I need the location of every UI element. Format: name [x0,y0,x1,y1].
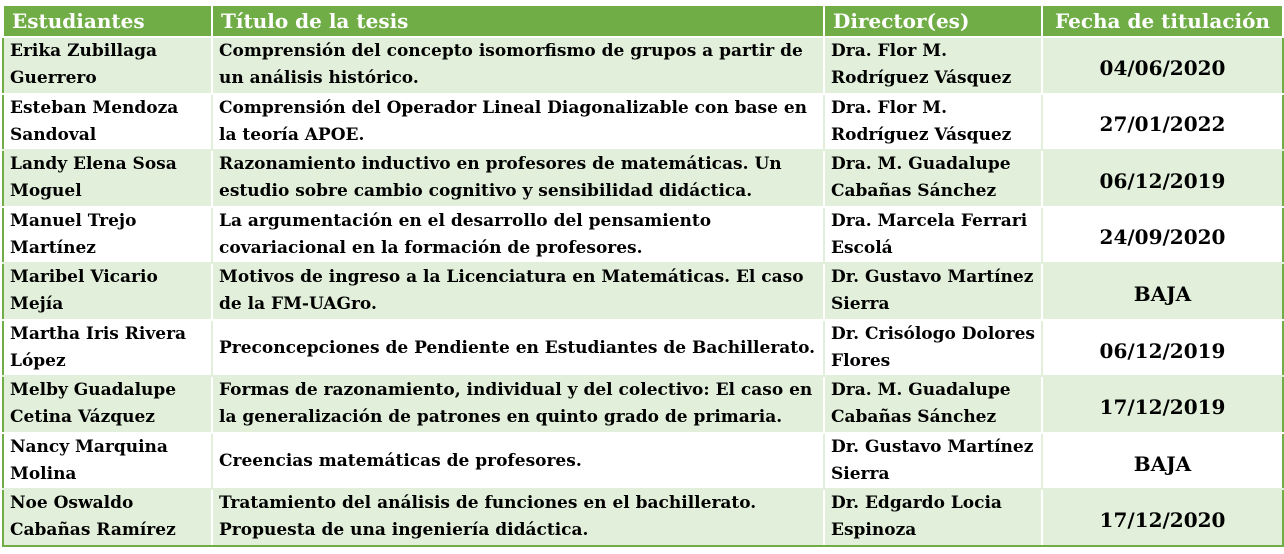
date-cell: 17/12/2019 [1042,376,1283,433]
table-row [3,376,1283,433]
student-cell: Landy Elena Sosa Moguel [3,150,212,207]
date-cell: 27/01/2022 [1042,94,1283,151]
director-cell: Dra. Flor M. Rodríguez Vásquez [824,37,1042,94]
director-cell: Dr. Gustavo Martínez Sierra [824,263,1042,320]
student-cell: Maribel Vicario Mejía [3,263,212,320]
table-row [3,94,1283,151]
title-cell: Formas de razonamiento, individual y del colectivo: El caso en la generalización de patrones en quinto grado de primaria. [212,376,824,433]
table-row [3,37,1283,94]
title-cell: Motivos de ingreso a la Licenciatura en Matemáticas. El caso de la FM-UAGro. [212,263,824,320]
header-row [3,5,1283,37]
date-cell: 06/12/2019 [1042,320,1283,377]
student-cell: Melby Guadalupe Cetina Vázquez [3,376,212,433]
date-cell: 24/09/2020 [1042,207,1283,264]
student-cell: Martha Iris Rivera López [3,320,212,377]
student-cell: Manuel Trejo Martínez [3,207,212,264]
director-cell: Dr. Crisólogo Dolores Flores [824,320,1042,377]
student-cell: Esteban Mendoza Sandoval [3,94,212,151]
date-cell: 06/12/2019 [1042,150,1283,207]
student-cell: Noe Oswaldo Cabañas Ramírez [3,489,212,546]
title-cell: Comprensión del Operador Lineal Diagonalizable con base en la teoría APOE. [212,94,824,151]
title-cell: Comprensión del concepto isomorfismo de grupos a partir de un análisis histórico. [212,37,824,94]
thesis-table [2,4,1284,547]
header-students: Estudiantes [3,5,212,37]
date-cell: 04/06/2020 [1042,37,1283,94]
director-cell: Dra. M. Guadalupe Cabañas Sánchez [824,376,1042,433]
director-cell: Dr. Gustavo Martínez Sierra [824,433,1042,490]
title-cell: Tratamiento del análisis de funciones en el bachillerato. Propuesta de una ingeniería didáctica. [212,489,824,546]
title-cell: La argumentación en el desarrollo del pensamiento covariacional en la formación de profesores. [212,207,824,264]
date-cell: BAJA [1042,263,1283,320]
table-row [3,489,1283,546]
title-cell: Razonamiento inductivo en profesores de matemáticas. Un estudio sobre cambio cognitivo y sensibilidad didáctica. [212,150,824,207]
table-row [3,207,1283,264]
table-row [3,320,1283,377]
header-title: Título de la tesis [212,5,824,37]
table-row [3,150,1283,207]
header-date: Fecha de titulación [1042,5,1283,37]
student-cell: Nancy Marquina Molina [3,433,212,490]
director-cell: Dra. Flor M. Rodríguez Vásquez [824,94,1042,151]
date-cell: 17/12/2020 [1042,489,1283,546]
director-cell: Dr. Edgardo Locia Espinoza [824,489,1042,546]
title-cell: Preconcepciones de Pendiente en Estudiantes de Bachillerato. [212,320,824,377]
director-cell: Dra. M. Guadalupe Cabañas Sánchez [824,150,1042,207]
table-row [3,263,1283,320]
director-cell: Dra. Marcela Ferrari Escolá [824,207,1042,264]
student-cell: Erika Zubillaga Guerrero [3,37,212,94]
title-cell: Creencias matemáticas de profesores. [212,433,824,490]
table-row [3,433,1283,490]
date-cell: BAJA [1042,433,1283,490]
header-director: Director(es) [824,5,1042,37]
